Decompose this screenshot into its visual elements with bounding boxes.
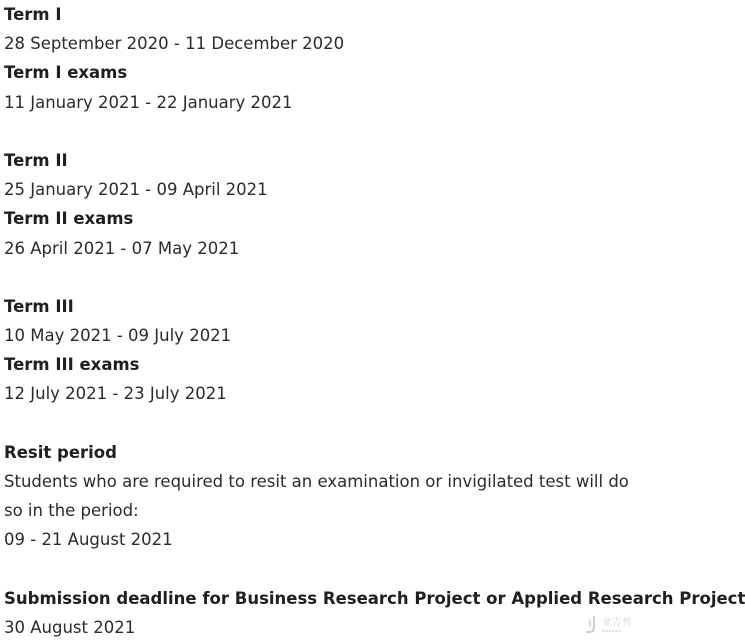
term-1-heading: Term I — [4, 5, 62, 24]
term-2-section — [4, 146, 636, 263]
jjl-logo-icon — [585, 616, 599, 634]
resit-dates: 09 - 21 August 2021 — [4, 530, 173, 550]
submission-section — [4, 584, 745, 642]
term-3-exams-dates: 12 July 2021 - 23 July 2021 — [4, 384, 227, 404]
submission-heading: Submission deadline for Business Research Project or Applied Research Project — [4, 588, 745, 608]
spacer — [4, 117, 636, 146]
term-3-dates: 10 May 2021 - 09 July 2021 — [4, 326, 232, 346]
spacer — [4, 555, 636, 584]
term-1-dates: 28 September 2020 - 11 December 2020 — [4, 34, 345, 54]
submission-date: 30 August 2021 — [4, 617, 136, 637]
watermark-subline: ▪▪▪▪▪▪ — [601, 627, 622, 633]
term-3-heading: Term III — [4, 296, 74, 316]
term-1-exams-dates: 11 January 2021 - 22 January 2021 — [4, 92, 293, 112]
term-1-section — [4, 0, 636, 117]
term-3-exams-heading: Term III exams — [4, 355, 140, 375]
term-1-exams-heading: Term I exams — [4, 63, 128, 83]
resit-heading: Resit period — [4, 442, 117, 462]
resit-section — [4, 438, 636, 555]
spacer — [4, 263, 636, 292]
term-2-heading: Term II — [4, 150, 68, 170]
watermark — [585, 616, 632, 634]
term-2-exams-heading: Term II exams — [4, 209, 134, 229]
spacer — [4, 409, 636, 438]
watermark-text: 金吉列 — [601, 617, 632, 628]
term-2-exams-dates: 26 April 2021 - 07 May 2021 — [4, 238, 240, 258]
academic-calendar — [4, 0, 745, 642]
resit-description: Students who are required to resit an examination or invigilated test will do so in the period: — [4, 472, 629, 521]
term-2-dates: 25 January 2021 - 09 April 2021 — [4, 180, 268, 200]
term-3-section — [4, 292, 636, 409]
